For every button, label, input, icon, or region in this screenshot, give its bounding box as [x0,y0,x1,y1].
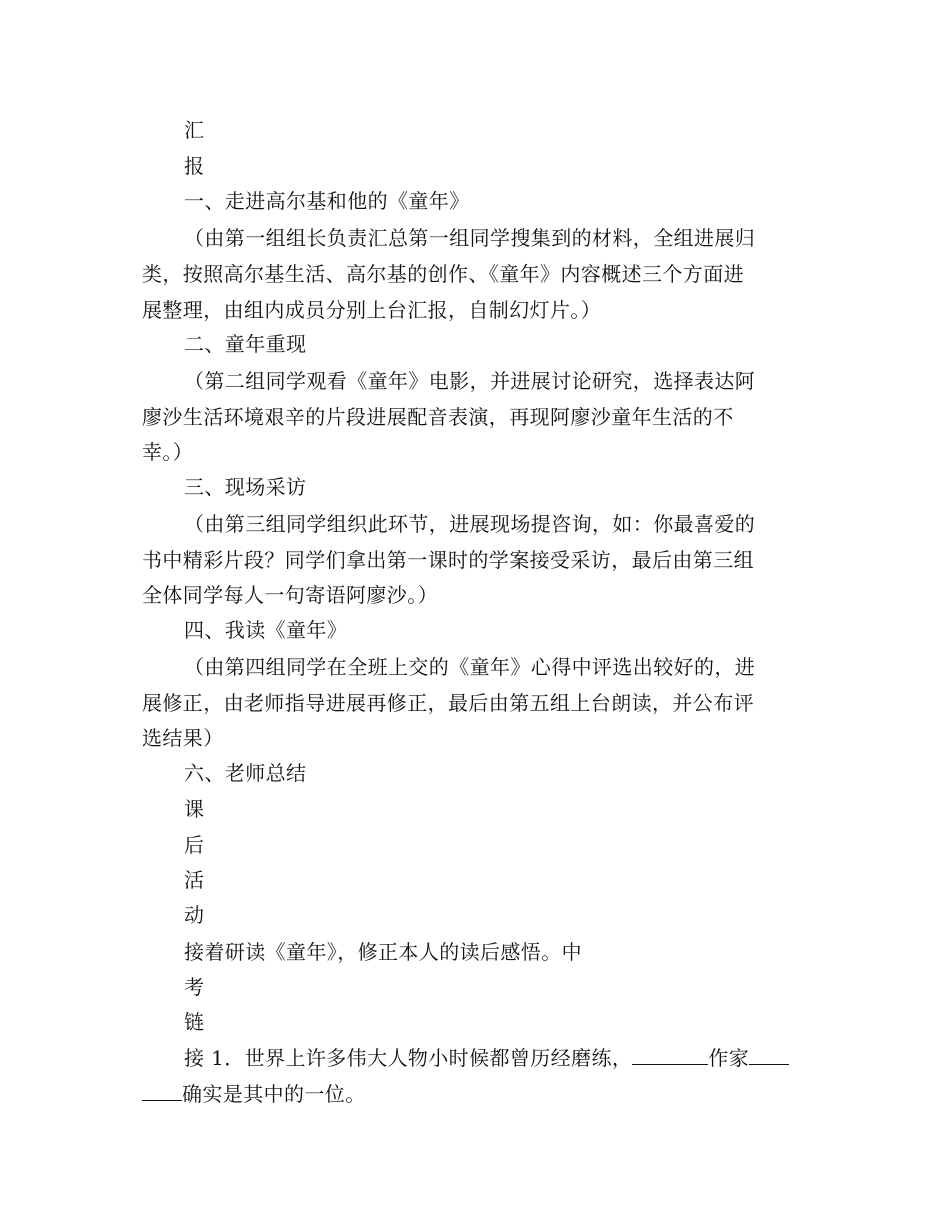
answer-blank [749,1046,789,1065]
section-heading: 二、童年重现 [184,332,307,356]
text-line: 选结果） [142,726,224,750]
text-line: 全体同学每人一句寄语阿廖沙。） [142,583,438,607]
text-line: 展整理，由组内成员分别上台汇报，自制幻灯片。） [142,298,602,322]
text-line: 后 [184,833,205,857]
section-heading: 六、老师总结 [184,761,307,785]
question-text: 作家 [708,1046,750,1070]
text-line: （由第三组同学组织此环节，进展现场提咨询，如：你最喜爱的 [184,512,756,536]
text-line: （由第四组同学在全班上交的《童年》心得中评选出较好的，进 [184,655,756,679]
text-line: 报 [184,154,205,178]
question-line [142,1080,366,1108]
section-heading: 四、我读《童年》 [184,618,348,642]
text-line: 课 [184,797,205,821]
text-line: （第二组同学观看《童年》电影，并进展讨论研究，选择表达阿 [184,369,756,393]
section-heading: 三、现场采访 [184,475,307,499]
question-text: 确实是其中的一位。 [182,1082,366,1106]
text-line: 汇 [184,118,205,142]
text-line: 动 [184,903,205,927]
text-line: 考 [184,975,205,999]
question-line [184,1044,789,1072]
answer-blank [632,1046,708,1065]
text-line: 展修正，由老师指导进展再修正，最后由第五组上台朗读，并公布评 [142,691,754,715]
text-line: 书中精彩片段？同学们拿出第一课时的学案接受采访，最后由第三组 [142,548,754,572]
question-text: 接 1．世界上许多伟大人物小时候都曾历经磨练， [184,1046,633,1070]
text-line: 幸。） [142,440,194,464]
text-line: 廖沙生活环境艰辛的片段进展配音表演，再现阿廖沙童年生活的不 [142,405,734,429]
section-heading: 一、走进高尔基和他的《童年》 [184,189,470,213]
text-line: 链 [184,1010,205,1034]
text-line: （由第一组组长负责汇总第一组同学搜集到的材料，全组进展归 [184,226,756,250]
text-line: 接着研读《童年》，修正本人的读后感悟。中 [184,940,582,964]
text-line: 类，按照高尔基生活、高尔基的创作、《童年》内容概述三个方面进 [142,262,744,286]
answer-blank [142,1082,182,1101]
text-line: 活 [184,868,205,892]
